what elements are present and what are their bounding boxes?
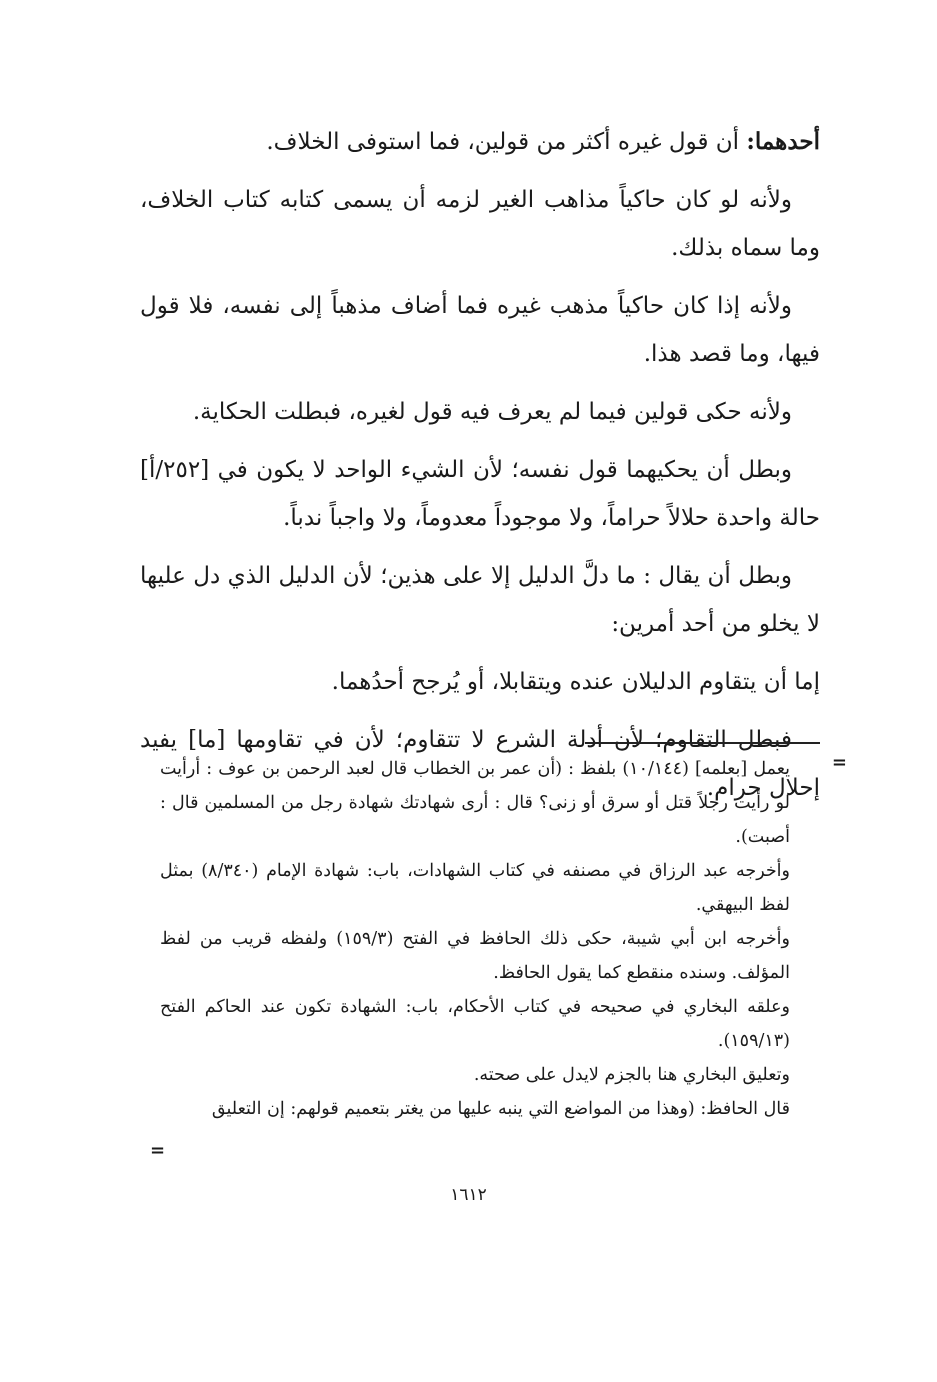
footnote-divider <box>585 742 820 744</box>
footnote-line: وأخرجه عبد الرزاق في مصنفه في كتاب الشهادات، باب: شهادة الإمام (٨/٣٤٠) بمثل لفظ البيهقي. <box>160 861 790 915</box>
paragraph-2: ولأنه لو كان حاكياً مذاهب الغير لزمه أن يسمى كتابه كتاب الخلاف، وما سماه بذلك. <box>140 187 820 261</box>
footnotes <box>160 752 790 1126</box>
paragraph-3: ولأنه إذا كان حاكياً مذهب غيره فما أضاف مذهباً إلى نفسه، فلا قول فيها، وما قصد هذا. <box>140 293 820 367</box>
paragraph-7: إما أن يتقاوم الدليلان عنده ويتقابلا، أو يُرجح أحدُهما. <box>331 669 820 695</box>
paragraph-6: وبطل أن يقال : ما دلَّ الدليل إلا على هذين؛ لأن الدليل الذي دل عليها لا يخلو من أحد أمرين: <box>140 563 820 637</box>
paragraph-1-text: أن قول غيره أكثر من قولين، فما استوفى الخلاف. <box>266 129 747 155</box>
footnote-continuation-mark-start: = <box>831 752 847 773</box>
footnote-line: وعلقه البخاري في صحيحه في كتاب الأحكام، باب: الشهادة تكون عند الحاكم الفتح (١٥٩/١٣). <box>160 997 790 1051</box>
paragraph-8: فبطل التقاوم؛ لأن أدلة الشرع لا تتقاوم؛ لأن في تقاومها [ما] يفيد إحلال حرام. <box>140 727 820 801</box>
footnote-line: وأخرجه ابن أبي شيبة، حكى ذلك الحافظ في الفتح (١٥٩/٣) ولفظه قريب من لفظ المؤلف. وسنده منقطع كما يقول الحافظ. <box>160 929 790 983</box>
paragraph-1 <box>140 118 820 166</box>
footnote-line: يعمل [بعلمه] (١٠/١٤٤) بلفظ : (أن عمر بن الخطاب قال لعبد الرحمن بن عوف : أرأيت لو رأيت رجلاً قتل أو سرق أو زنى؟ قال : أرى شهادتك شهادة رجل من المسلمين قال : أصبت). <box>160 759 791 847</box>
footnote-continuation-mark-end: = <box>150 1140 166 1161</box>
main-text <box>140 118 820 822</box>
footnote-line: قال الحافظ: (وهذا من المواضع التي ينبه عليها من يغتر بتعميم قولهم: إن التعليق <box>211 1099 790 1119</box>
paragraph-4: ولأنه حكى قولين فيما لم يعرف فيه قول لغيره، فبطلت الحكاية. <box>192 399 792 425</box>
paragraph-5: وبطل أن يحكيهما قول نفسه؛ لأن الشيء الواحد لا يكون في [٢٥٢/أ] حالة واحدة حلالاً حراماً، ولا موجوداً معدوماً، ولا واجباً ندباً. <box>140 457 820 531</box>
page-number: ١٦١٢ <box>450 1185 487 1205</box>
paragraph-1-lead: أحدهما: <box>746 128 820 155</box>
footnote-line: وتعليق البخاري هنا بالجزم لايدل على صحته. <box>473 1065 790 1085</box>
